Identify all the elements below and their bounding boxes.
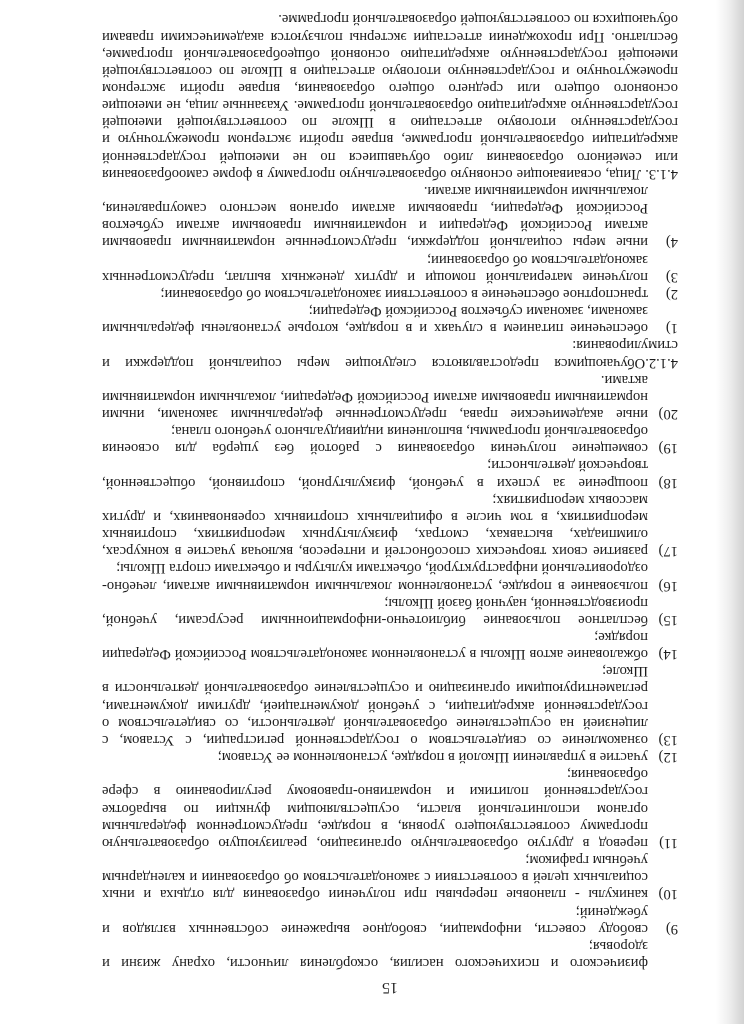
list-item-number: 1) (665, 320, 678, 337)
list-item-text: перевод в другую образовательную организацию, реализующую образовательную программу соответствующего уровня, в порядке, предусмотренном федеральным органом исполнительной власти, осуществляющим функции по выработке государственной политики и нормативно-правовому регулированию в сфере образования; (102, 766, 648, 851)
list-item (102, 662, 678, 748)
list-item-text: свободу совести, информации, свободное выражение собственных взглядов и убеждений; (102, 903, 648, 937)
list-item-number: 16) (658, 577, 678, 594)
list-item-text: обеспечение питанием в случаях и в порядке, которые установлены федеральными законами, законами субъектов Российской Федерации; (102, 303, 648, 337)
list-item (102, 422, 678, 456)
list-item-number: 13) (658, 731, 678, 748)
list-item-text: транспортное обеспечение в соответствии законодательством об образовании; (160, 285, 648, 302)
support-measures-list (102, 182, 678, 336)
list-item-number: 19) (658, 440, 678, 457)
list-item-text: поощрение за успехи в учебной, физкультурной, спортивной, общественной, творческой деятельности; (102, 457, 648, 491)
list-item-text: каникулы - плановые перерывы при получении образования для отдыха и иных социальных целей в соответствии с законодательством об образовании и календарным учебным графиком; (102, 852, 648, 903)
list-item-text: иные академические права, предусмотренные федеральными законами, иными нормативными правовыми актами Российской Федерации, локальными нормативными актами. (102, 371, 648, 422)
list-item-number: 10) (658, 886, 678, 903)
paragraph-4-1-2: 4.1.2.Обучающимся предоставляются следующие меры социальной поддержки и стимулирования: (102, 337, 678, 371)
list-item-number: 12) (658, 749, 678, 766)
list-item-text: иные меры социальной поддержки, предусмотренные нормативными правовыми актами Российской Федерации и нормативными правовыми актами субъектов Российской Федерации, правовыми актами органов местного самоуправления, локальными нормативными актами. (102, 182, 648, 251)
list-item (102, 250, 678, 284)
list-item (102, 851, 678, 902)
list-item (102, 937, 678, 971)
list-item (102, 456, 678, 490)
list-item (102, 594, 678, 628)
list-item-text: ознакомление со свидетельством о государственной регистрации, с Уставом, с лицензией на осуществление образовательной деятельности, со свидетельством о государственной аккредитации, с учебной документацией, другими документами, регламентирующими организацию и осуществление образовательной деятельности в Школе; (102, 663, 648, 748)
list-item (102, 285, 678, 302)
list-item-number: 9) (665, 920, 678, 937)
list-item-number: 11) (659, 834, 678, 851)
list-item-text: пользование в порядке, установленном локальными нормативными актами, лечебно-оздоровительной инфраструктурой, объектами культуры и объектами спорта Школы; (102, 560, 648, 594)
list-item-text: участие в управлении Школой в порядке, установленном ее Уставом; (217, 749, 648, 766)
rights-list (102, 371, 678, 971)
list-item-text: физического и психического насилия, оскорбления личности, охрану жизни и здоровья; (102, 937, 648, 971)
list-item (102, 371, 678, 422)
list-item (102, 491, 678, 560)
list-item-number: 15) (658, 611, 678, 628)
list-item-text: развитие своих творческих способностей и интересов, включая участие в конкурсах, олимпиадах, выставках, смотрах, физкультурных мероприятиях, спортивных мероприятиях, в том числе в официальных спортивных соревнованиях, и других массовых мероприятиях; (102, 491, 648, 560)
list-item (102, 182, 678, 251)
list-item-text: обжалование актов Школы в установленном законодательством Российской Федерации порядке; (102, 629, 648, 663)
list-item-text: получение материальной помощи и других денежных выплат, предусмотренных законодательством об образовании; (102, 251, 648, 285)
list-item-number: 17) (658, 543, 678, 560)
page-number: 15 (382, 979, 398, 996)
list-item-number: 3) (665, 268, 678, 285)
list-item-text: бесплатное пользование библиотечно-информационными ресурсами, учебной, производственной, научной базой Школы; (102, 594, 648, 628)
list-item-number: 14) (658, 646, 678, 663)
list-item-text: совмещение получения образования с работой без ущерба для освоения образовательной программы, выполнения индивидуального учебного плана; (102, 423, 648, 457)
list-item (102, 302, 678, 336)
list-item (102, 765, 678, 851)
paragraph-4-1-3: 4.1.3. Лица, осваивающие основную образовательную программу в форме самообразования или семейного образования либо обучавшиеся по не имеющей государственной аккредитации образовательной программе, вправе пройти экстерном промежуточную и государственную итоговую аттестацию в Школе по соответствующей имеющей государственную аккредитацию образовательной программе. Указанные лица, не имеющие основного общего или среднего общего образования, вправе пройти экстерном промежуточную и государственную итоговую аттестацию в Школе по соответствующей имеющей государственную аккредитацию основной общеобразовательной программе, бесплатно. При прохождении аттестации экстерны пользуются академическими правами обучающихся по соответствующей образовательной программе. (102, 11, 678, 182)
page-content (102, 10, 678, 998)
list-item-number: 20) (658, 406, 678, 422)
list-item-number: 4) (665, 234, 678, 251)
list-item (102, 902, 678, 936)
list-item (102, 559, 678, 593)
list-item-number: 18) (658, 474, 678, 491)
list-item (102, 748, 678, 765)
list-item (102, 628, 678, 662)
list-item-number: 2) (665, 285, 678, 302)
